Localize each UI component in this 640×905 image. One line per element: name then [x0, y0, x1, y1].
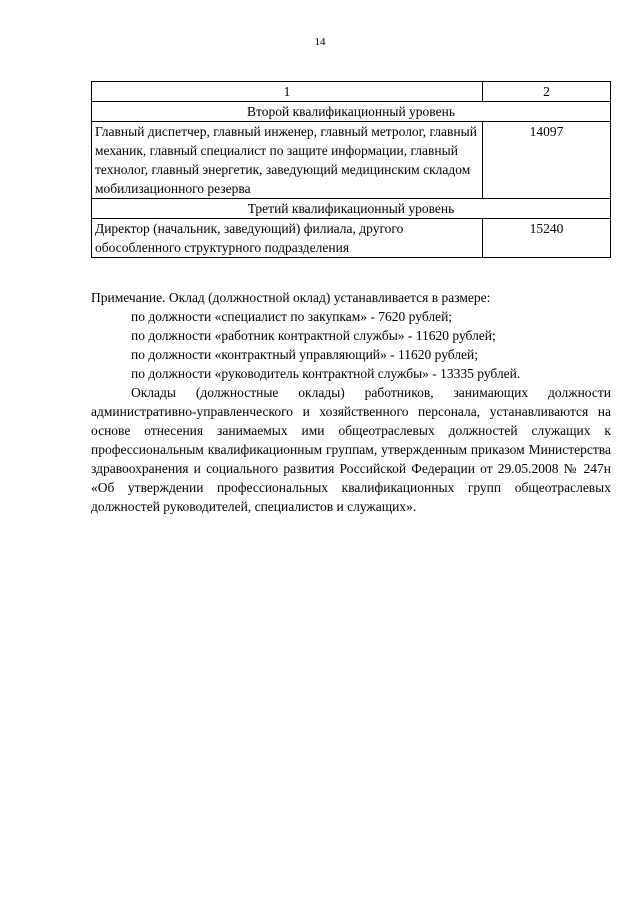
salary-cell: 14097 [483, 122, 611, 199]
position-cell: Директор (начальник, заведующий) филиала, другого обособленного структурного подразделения [92, 219, 483, 258]
note-item: по должности «контрактный управляющий» - 11620 рублей; [131, 347, 479, 362]
note-item: по должности «специалист по закупкам» - 7620 рублей; [131, 309, 453, 324]
section-row [92, 102, 611, 122]
note-intro: Примечание. Оклад (должностной оклад) устанавливается в размере: [91, 290, 491, 305]
note-paragraph: Оклады (должностные оклады) работников, занимающих должности административно-управленческого и хозяйственного персонала, устанавливаются на основе отнесения занимаемых ими общеотраслевых должностей служащих к профессиональным квалификационным группам, утвержденным приказом Министерства здравоохранения и социального развития Российской Федерации от 29.05.2008 № 247н «Об утверждении профессиональных квалификационных групп общеотраслевых должностей руководителей, специалистов и служащих». [91, 385, 611, 514]
table-header-row [92, 82, 611, 102]
table-row [92, 219, 611, 258]
position-cell: Главный диспетчер, главный инженер, главный метролог, главный механик, главный специалист по защите информации, главный технолог, главный энергетик, заведующий медицинским складом мобилизационного резерва [92, 122, 483, 199]
table-row [92, 122, 611, 199]
column-header-2: 2 [483, 82, 611, 102]
notes-section [91, 288, 611, 516]
salary-cell: 15240 [483, 219, 611, 258]
salary-table [91, 81, 611, 258]
qualification-level-heading: Второй квалификационный уровень [92, 102, 611, 122]
note-item: по должности «руководитель контрактной службы» - 13335 рублей. [131, 366, 521, 381]
page-number: 14 [314, 36, 326, 48]
note-item: по должности «работник контрактной службы» - 11620 рублей; [131, 328, 496, 343]
qualification-level-heading: Третий квалификационный уровень [92, 199, 611, 219]
column-header-1: 1 [92, 82, 483, 102]
section-row [92, 199, 611, 219]
